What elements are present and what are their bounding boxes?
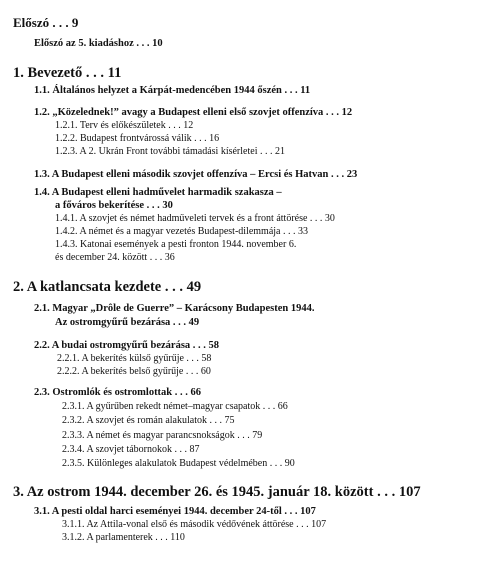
toc-section-2-1-line1: 2.1. Magyar „Drôle de Guerre” – Karácsony Budapesten 1944. bbox=[34, 303, 315, 314]
toc-section-3-1: 3.1. A pesti oldal harci eseményei 1944. december 24-től . . . 107 bbox=[34, 506, 316, 517]
toc-subsection-2-2-1: 2.2.1. A bekerítés külső gyűrűje . . . 58 bbox=[57, 353, 212, 364]
toc-entry-eloszo: Előszó . . . 9 bbox=[13, 15, 79, 30]
toc-chapter-2: 2. A katlancsata kezdete . . . 49 bbox=[13, 279, 202, 295]
toc-entry-eloszo-5: Előszó az 5. kiadáshoz . . . 10 bbox=[34, 38, 163, 49]
toc-subsection-2-3-3: 2.3.3. A német és magyar parancsnokságok . . . 79 bbox=[62, 430, 263, 441]
toc-subsection-1-4-3-line1: 1.4.3. Katonai események a pesti fronton 1944. november 6. bbox=[55, 239, 297, 250]
toc-subsection-3-1-1: 3.1.1. Az Attila-vonal első és második védővének áttörése . . . 107 bbox=[62, 519, 327, 530]
toc-subsection-2-3-1: 2.3.1. A gyűrűben rekedt német–magyar csapatok . . . 66 bbox=[62, 401, 288, 412]
toc-section-2-1-line2: Az ostromgyűrű bezárása . . . 49 bbox=[55, 317, 200, 328]
toc-section-1-2: 1.2. „Közelednek!” avagy a Budapest elleni első szovjet offenzíva . . . 12 bbox=[34, 107, 353, 118]
toc-subsection-1-4-2: 1.4.2. A német és a magyar vezetés Budapest-dilemmája . . . 33 bbox=[55, 226, 308, 237]
toc-subsection-2-3-2: 2.3.2. A szovjet és román alakulatok . . . 75 bbox=[62, 415, 235, 426]
toc-subsection-2-3-4: 2.3.4. A szovjet tábornokok . . . 87 bbox=[62, 444, 200, 455]
toc-section-1-4-line1: 1.4. A Budapest elleni hadművelet harmadik szakasza – bbox=[34, 187, 282, 198]
toc-subsection-2-2-2: 2.2.2. A bekerítés belső gyűrűje . . . 60 bbox=[57, 366, 211, 377]
toc-subsection-1-4-3-line2: és december 24. között . . . 36 bbox=[55, 252, 175, 263]
toc-section-1-4-line2: a főváros bekerítése . . . 30 bbox=[55, 200, 173, 211]
toc-subsection-1-4-1: 1.4.1. A szovjet és német hadműveleti tervek és a front áttörése . . . 30 bbox=[55, 213, 335, 224]
toc-section-1-3: 1.3. A Budapest elleni második szovjet offenzíva – Ercsi és Hatvan . . . 23 bbox=[34, 169, 358, 180]
toc-section-2-2: 2.2. A budai ostromgyűrű bezárása . . . 58 bbox=[34, 340, 220, 351]
toc-subsection-2-3-5: 2.3.5. Különleges alakulatok Budapest védelmében . . . 90 bbox=[62, 458, 295, 469]
toc-subsection-1-2-2: 1.2.2. Budapest frontvárossá válik . . . 16 bbox=[55, 133, 220, 144]
toc-chapter-1: 1. Bevezető . . . 11 bbox=[13, 65, 122, 81]
toc-subsection-1-2-1: 1.2.1. Terv és előkészületek . . . 12 bbox=[55, 120, 194, 131]
toc-subsection-1-2-3: 1.2.3. A 2. Ukrán Front további támadási kísérletei . . . 21 bbox=[55, 146, 285, 157]
toc-section-2-3: 2.3. Ostromlók és ostromlottak . . . 66 bbox=[34, 387, 202, 398]
toc-subsection-3-1-2: 3.1.2. A parlamenterek . . . 110 bbox=[62, 532, 185, 543]
toc-section-1-1: 1.1. Általános helyzet a Kárpát-medencében 1944 őszén . . . 11 bbox=[34, 85, 311, 96]
toc-chapter-3: 3. Az ostrom 1944. december 26. és 1945. január 18. között . . . 107 bbox=[13, 484, 421, 500]
